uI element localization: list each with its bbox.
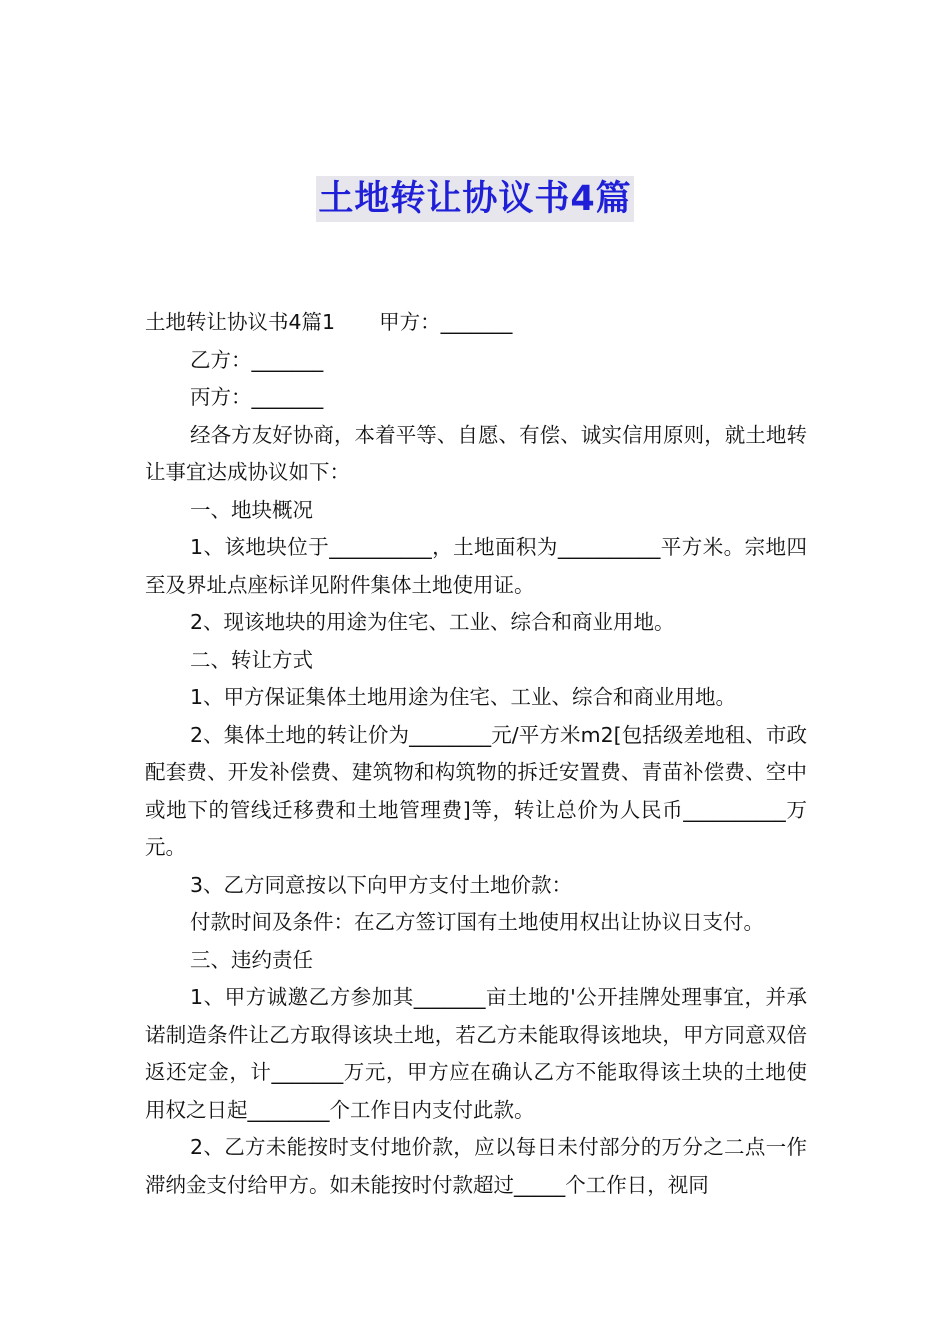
heading-line: [145, 304, 807, 342]
section-heading: 一、地块概况: [190, 497, 313, 522]
party-b-line: 乙方：_______: [190, 347, 324, 372]
paragraph: 2、现该地块的用途为住宅、工业、综合和商业用地。: [190, 610, 675, 634]
paragraph: 1、该地块位于__________，土地面积为__________平方米。宗地四至及界址点座标详见附件集体土地使用证。: [145, 535, 807, 597]
title-container: [0, 176, 950, 222]
section-heading-label: 土地转让协议书4篇1: [145, 310, 336, 334]
section-heading: 三、违约责任: [190, 947, 313, 972]
paragraph: 付款时间及条件：在乙方签订国有土地使用权出让协议日支付。: [190, 910, 764, 934]
document-body: [145, 304, 807, 1204]
paragraph: 1、甲方诚邀乙方参加其_______亩土地的'公开挂牌处理事宜，并承诺制造条件让乙方取得该块土地，若乙方未能取得该地块，甲方同意双倍返还定金，计_______万元，甲方应在确认乙方不能取得该土块的土地使用权之日起________个工作日内支付此款。: [145, 985, 807, 1122]
paragraph: 1、甲方保证集体土地用途为住宅、工业、综合和商业用地。: [190, 685, 737, 709]
paragraph: 2、乙方未能按时支付地价款，应以每日未付部分的万分之二点一作滞纳金支付给甲方。如未能按时付款超过_____个工作日，视同: [145, 1135, 807, 1197]
party-a-line: 甲方：_______: [379, 310, 513, 334]
paragraph: 2、集体土地的转让价为________元/平方米m2[包括级差地租、市政配套费、开发补偿费、建筑物和构筑物的拆迁安置费、青苗补偿费、空中或地下的管线迁移费和土地管理费]等，转让总价为人民币__________万元。: [145, 722, 807, 859]
party-c-line: 丙方：_______: [190, 385, 324, 409]
paragraph: 经各方友好协商，本着平等、自愿、有偿、诚实信用原则，就土地转让事宜达成协议如下：: [145, 422, 807, 484]
document-title: 土地转让协议书4篇: [316, 176, 633, 222]
paragraph: 3、乙方同意按以下向甲方支付土地价款：: [190, 872, 573, 897]
section-heading: 二、转让方式: [190, 647, 313, 672]
